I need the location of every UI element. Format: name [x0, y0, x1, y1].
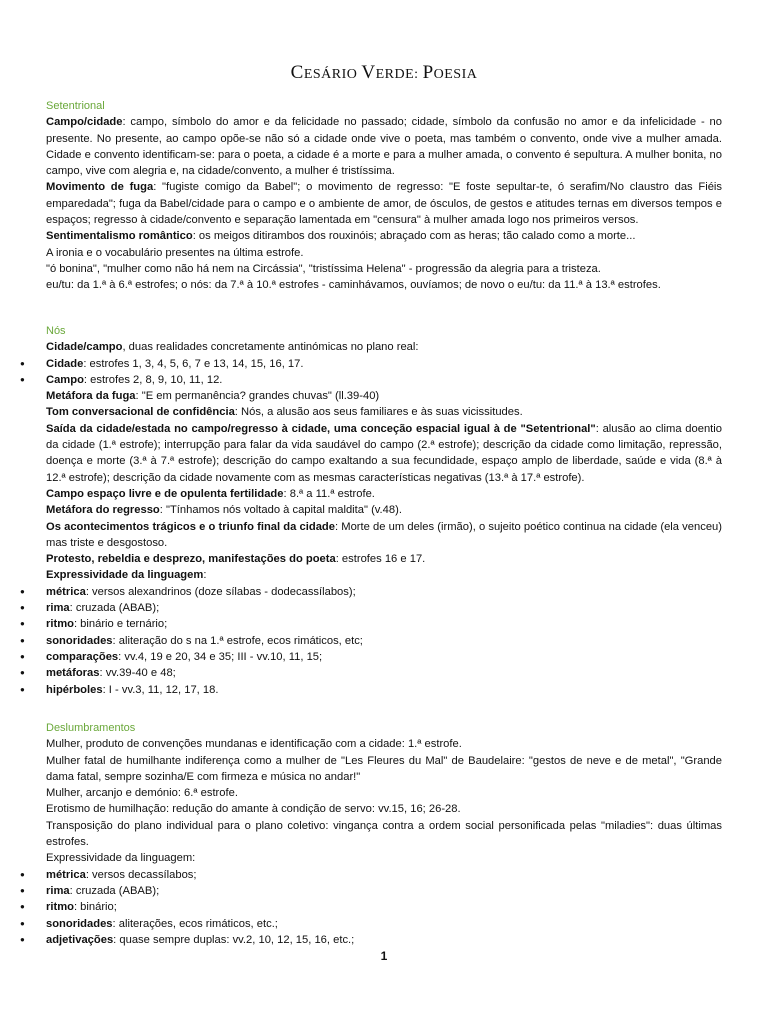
list-item: ● sonoridades: aliteração do s na 1.ª estrofe, ecos rimáticos, etc;	[46, 633, 722, 649]
section-deslumbramentos	[46, 720, 722, 948]
list-item: ● hipérboles: I - vv.3, 11, 12, 17, 18.	[46, 682, 722, 698]
list-item: ● Cidade: estrofes 1, 3, 4, 5, 6, 7 e 13, 14, 15, 16, 17.	[46, 356, 722, 372]
paragraph: Metáfora do regresso: "Tínhamos nós voltado à capital maldita" (v.48).	[46, 504, 402, 517]
list-item: ● Campo: estrofes 2, 8, 9, 10, 11, 12.	[46, 372, 722, 388]
list-item: ● ritmo: binário;	[46, 899, 722, 915]
paragraph: Expressividade da linguagem:	[46, 569, 207, 582]
list-item: ● métrica: versos decassílabos;	[46, 867, 722, 883]
list-item: ● métrica: versos alexandrinos (doze sílabas - dodecassílabos);	[46, 584, 722, 600]
paragraph: Tom conversacional de confidência: Nós, a alusão aos seus familiares e às suas vicissitudes.	[46, 406, 523, 419]
paragraph: Cidade/campo, duas realidades concretamente antinómicas no plano real:	[46, 341, 419, 354]
paragraph: Saída da cidade/estada no campo/regresso à cidade, uma conceção espacial igual à de "Setentrional": alusão ao clima doentio da cidade (1.ª estrofe); interrupção para falar da vida saudável do campo (2.ª estrofe); descrição da cidade como limitação, repressão, doença e morte (3.ª à 7.ª estrofe); descrição do campo exaltando a sua fecundidade, espaço amplo de liberdade, saúde e vida (8.ª à 12.ª estrofe); descrição da cidade novamente com as mesmas características negativas (13.ª à 17.ª estrofe).	[46, 422, 722, 484]
paragraph: eu/tu: da 1.ª à 6.ª estrofes; o nós: da 7.ª à 10.ª estrofes - caminhávamos, ouvíamos; de novo o eu/tu: da 11.ª à 13.ª estrofes.	[46, 279, 661, 292]
list-item: ● rima: cruzada (ABAB);	[46, 883, 722, 899]
paragraph: Erotismo de humilhação: redução do amante à condição de servo: vv.15, 16; 26-28.	[46, 803, 461, 816]
paragraph: Transposição do plano individual para o plano coletivo: vingança contra a ordem social personificada pelas "miladies": duas últimas estrofes.	[46, 819, 722, 849]
paragraph: Os acontecimentos trágicos e o triunfo final da cidade: Morte de um deles (irmão), o sujeito poético continua na cidade (ela venceu) mas triste e desgostoso.	[46, 520, 722, 549]
paragraph: Metáfora da fuga: "E em permanência? grandes chuvas" (ll.39-40)	[46, 390, 380, 403]
list-item: ● comparações: vv.4, 19 e 20, 34 e 35; III - vv.10, 11, 15;	[46, 649, 722, 665]
section-heading: Setentrional	[46, 100, 105, 112]
list-item: ● sonoridades: aliterações, ecos rimáticos, etc.;	[46, 916, 722, 932]
list-item: ● metáforas: vv.39-40 e 48;	[46, 665, 722, 681]
paragraph: Sentimentalismo romântico: os meigos ditirambos dos rouxinóis; abraçado com as heras; tão calado como a morte...	[46, 230, 636, 243]
section-heading: Nós	[46, 325, 66, 337]
paragraph: Expressividade da linguagem:	[46, 852, 196, 865]
paragraph: Mulher fatal de humilhante indiferença como a mulher de "Les Fleures du Mal" de Baudelaire: "gestos de neve e de metal", "Grande dama fatal, sempre sozinha/E com firmeza e música no andar!"	[46, 754, 722, 783]
paragraph: Campo espaço livre e de opulenta fertilidade: 8.ª a 11.ª estrofe.	[46, 487, 375, 500]
paragraph: Campo/cidade: campo, símbolo do amor e da felicidade no passado; cidade, símbolo da confusão no amor e da infelicidade - no presente. No presente, ao campo opõe-se não só a cidade onde vive o poeta, mas também o convento, onde vive a mulher amada. Cidade e convento identificam-se: para o poeta, a cidade é a morte e para a mulher amada, o convento é sepultura. A mulher bonita, no campo, vive com alegria e, na cidade/convento, a mulher é tristíssima.	[46, 116, 722, 178]
page-title: CESÁRIO VERDE: POESIA	[290, 62, 478, 83]
page-number: 1	[380, 949, 388, 963]
bullet-list	[46, 584, 722, 698]
bullet-list	[46, 867, 722, 948]
section-nos	[46, 323, 722, 698]
paragraph: Mulher, arcanjo e demónio: 6.ª estrofe.	[46, 787, 238, 800]
paragraph: A ironia e o vocabulário presentes na última estrofe.	[46, 246, 304, 259]
section-setentrional	[46, 98, 722, 294]
bullet-list	[46, 356, 722, 389]
paragraph: Protesto, rebeldia e desprezo, manifestações do poeta: estrofes 16 e 17.	[46, 553, 426, 566]
list-item: ● ritmo: binário e ternário;	[46, 616, 722, 632]
section-heading: Deslumbramentos	[46, 722, 136, 734]
paragraph: Mulher, produto de convenções mundanas e identificação com a cidade: 1.ª estrofe.	[46, 738, 462, 751]
list-item: ● rima: cruzada (ABAB);	[46, 600, 722, 616]
paragraph: Movimento de fuga: "fugiste comigo da Babel"; o movimento de regresso: "E foste sepultar-te, ó serafim/No claustro das Fiéis emparedada"; fuga da Babel/cidade para o campo e o ambiente de amor, de ósculos, de gestos e atitudes ternas em diversos tempos e espaços; regresso à cidade/convento e separação lamentada em "censura" à mulher amada logo nos primeiros versos.	[46, 181, 722, 227]
list-item: ● adjetivações: quase sempre duplas: vv.2, 10, 12, 15, 16, etc.;	[46, 932, 722, 948]
paragraph: "ó bonina", "mulher como não há nem na Circássia", "tristíssima Helena" - progressão da alegria para a tristeza.	[46, 262, 601, 275]
